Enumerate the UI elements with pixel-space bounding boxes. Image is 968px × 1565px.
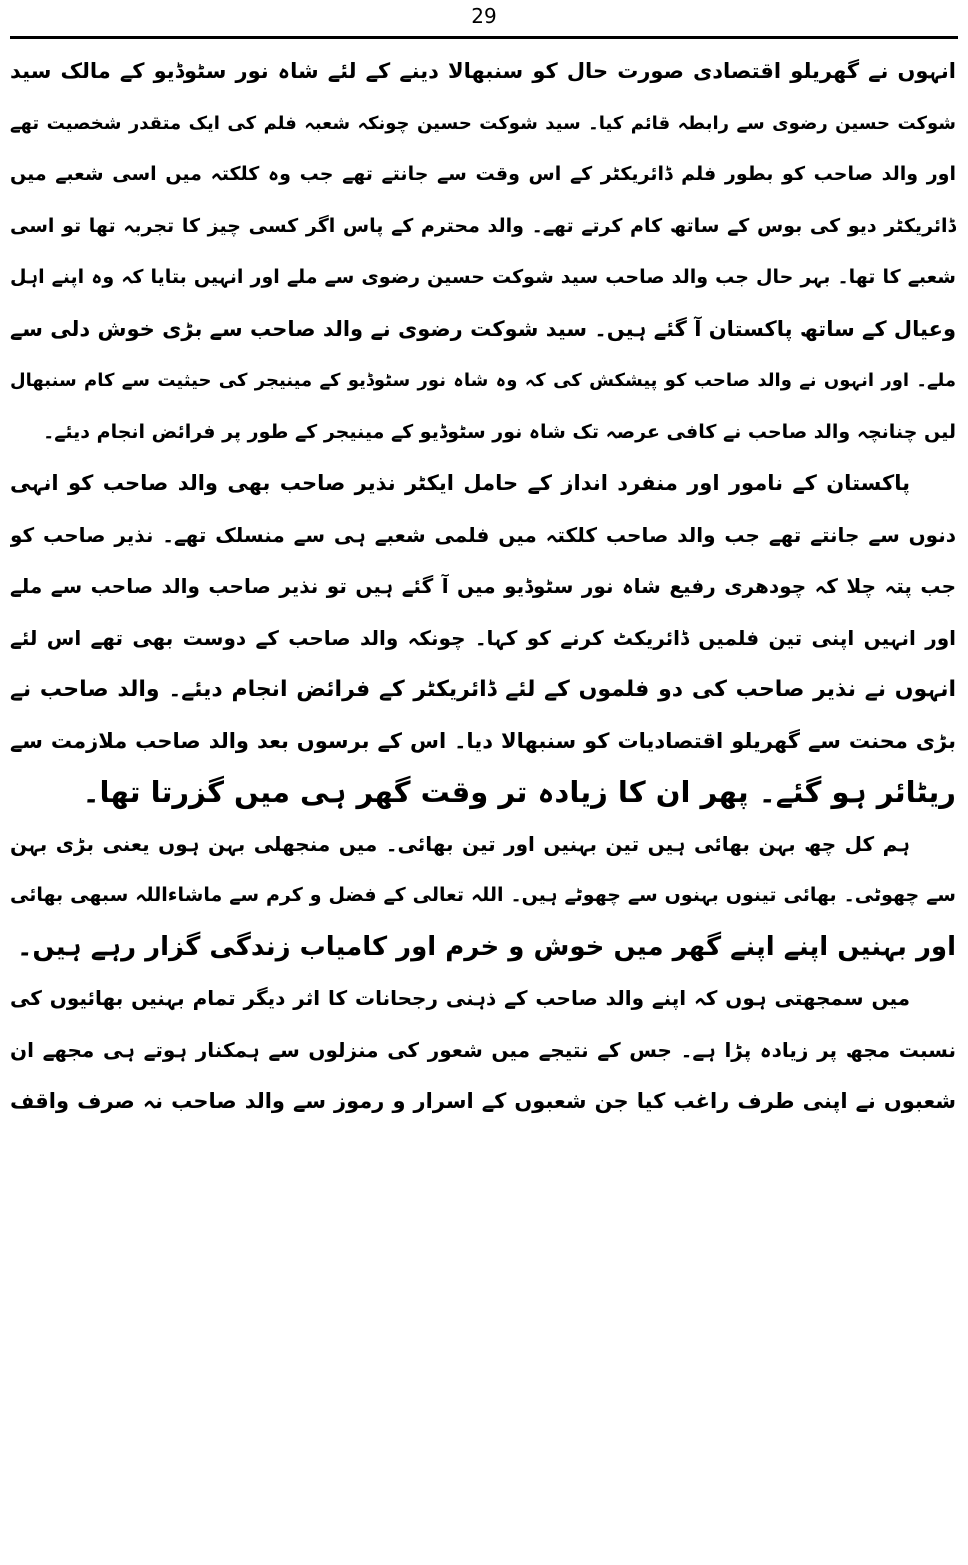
text-line: میں سمجھتی ہوں کہ اپنے والد صاحب کے ذہنی رجحانات کا اثر دیگر تمام بہنیں بھائیوں کی [10,986,910,1010]
page-number: 29 [471,4,497,28]
text-line: انہوں نے گھریلو اقتصادی صورت حال کو سنبھالا دینے کے لئے شاہ نور سٹوڈیو کے مالک سید [10,59,956,83]
text-line: اور بہنیں اپنے اپنے گھر میں خوش و خرم اور کامیاب زندگی گزار رہے ہیں۔ [17,931,956,962]
text-line: شوکت حسین رضوی سے رابطہ قائم کیا۔ سید شوکت حسین چونکہ شعبہ فلم کی ایک متقدر شخصیت تھے [10,112,956,134]
text-line: شعبوں نے اپنی طرف راغب کیا جن شعبوں کے اسرار و رموز سے والد صاحب نہ صرف واقف [10,1089,956,1113]
text-line: جب پتہ چلا کہ چودھری رفیع شاہ نور سٹوڈیو میں آ گئے ہیں تو نذیر صاحب والد صاحب سے ملے [10,574,956,598]
text-line: ہم کل چھ بہن بھائی ہیں تین بہنیں اور تین بھائی۔ میں منجھلی بہن ہوں یعنی بڑی بہن [10,831,910,856]
text-line: ریٹائر ہو گئے۔ پھر ان کا زیادہ تر وقت گھر ہی میں گزرتا تھا۔ [82,775,956,809]
text-line: ملے۔ اور انہوں نے والد صاحب کو پیشکش کی کہ وہ شاہ نور سٹوڈیو کے مینیجر کی حیثیت سے کام سنبھال [10,370,956,391]
body-text [10,46,956,1128]
text-line: وعیال کے ساتھ پاکستان آ گئے ہیں۔ سید شوکت رضوی نے والد صاحب سے بڑی خوش دلی سے [10,316,956,341]
text-line: پاکستان کے نامور اور منفرد انداز کے حامل ایکٹر نذیر صاحب بھی والد صاحب کو انہی [10,471,910,495]
header-rule [10,36,958,39]
text-line: انہوں نے نذیر صاحب کی دو فلموں کے لئے ڈائریکٹر کے فرائض انجام دیئے۔ والد صاحب نے [10,677,956,702]
text-line: دنوں سے جانتے تھے جب والد صاحب کلکتہ میں فلمی شعبے ہی سے منسلک تھے۔ نذیر صاحب کو [10,522,956,547]
text-line: لیں چنانچہ والد صاحب نے کافی عرصہ تک شاہ نور سٹوڈیو کے مینیجر کے طور پر فرائض انجام دیئے۔ [43,420,956,443]
text-line: ڈائریکٹر دیو کی بوس کے ساتھ کام کرتے تھے۔ والد محترم کے پاس اگر کسی چیز کا تجربہ تھا تو اسی [10,214,956,237]
text-line: نسبت مجھ پر زیادہ پڑا ہے۔ جس کے نتیجے میں شعور کی منزلوں سے ہمکنار ہوتے ہی مجھے ان [10,1037,956,1062]
text-line: سے چھوٹی۔ بھائی تینوں بہنوں سے چھوٹے ہیں۔ اللہ تعالی کے فضل و کرم سے ماشاءاللہ سبھی بھائی [10,884,956,906]
text-line: شعبے کا تھا۔ بہر حال جب والد صاحب سید شوکت حسین رضوی سے ملے اور انہیں بتایا کہ وہ اپنے اہل [10,266,956,288]
text-line: بڑی محنت سے گھریلو اقتصادیات کو سنبھالا دیا۔ اس کے برسوں بعد والد صاحب ملازمت سے [10,728,956,753]
text-line: اور انہیں اپنی تین فلمیں ڈائریکٹ کرنے کو کہا۔ چونکہ والد صاحب کے دوست بھی تھے اس لئے [10,625,956,650]
text-line: اور والد صاحب کو بطور فلم ڈائریکٹر کے اس وقت سے جانتے تھے جب وہ کلکتہ میں اسی شعبے میں [10,163,956,185]
